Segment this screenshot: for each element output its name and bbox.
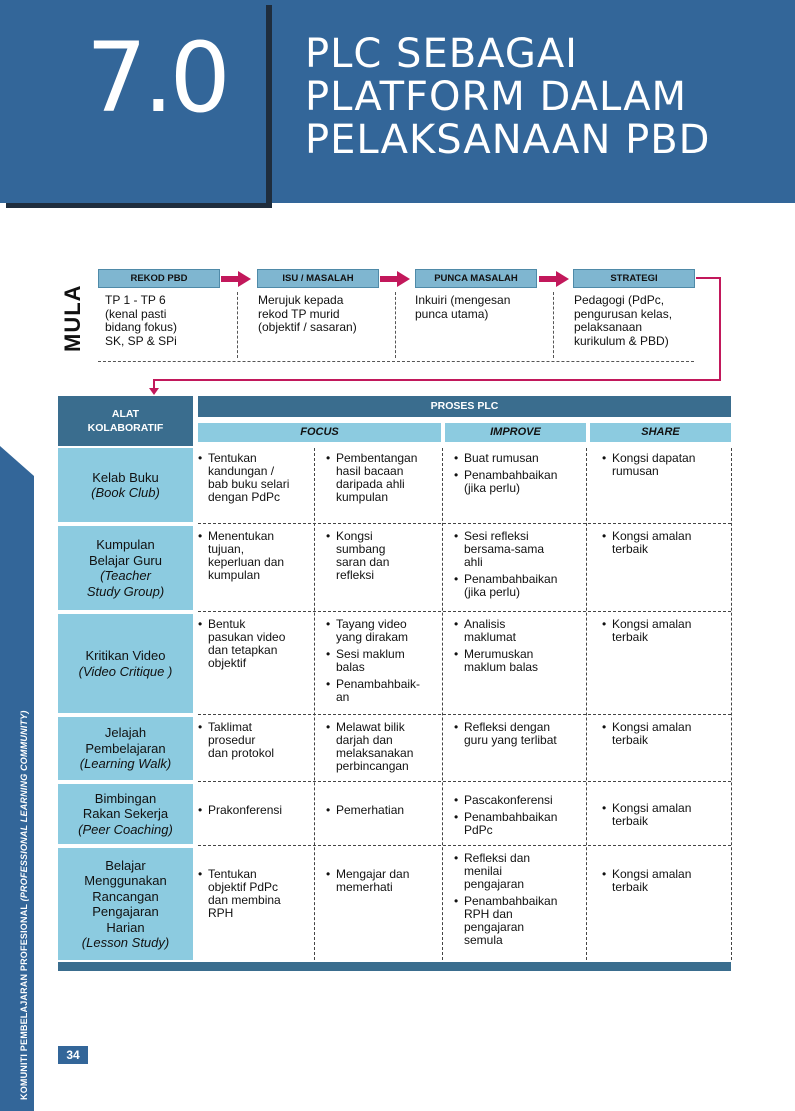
side-running-title [19, 710, 29, 1100]
share-header: SHARE [590, 423, 731, 442]
divider [237, 292, 238, 358]
page-title [305, 33, 785, 162]
cell-text: • Pembentangan [336, 451, 418, 465]
cell-text: • Penambahbaikan [464, 894, 558, 908]
step-text: pengurusan kelas, [574, 306, 673, 321]
table-cell-improve [454, 721, 584, 747]
table-cell-improve [454, 618, 584, 674]
cell-text: • Melawat bilik [336, 720, 405, 734]
label-text: Menggunakan [84, 873, 167, 888]
label-italic: (Learning Walk) [79, 756, 172, 772]
cell-text: PdPc [464, 823, 493, 837]
table-cell-focus2 [326, 804, 440, 817]
step-text: Merujuk kepada [258, 293, 344, 307]
list-item [198, 618, 312, 670]
cell-text: maklumat [464, 630, 517, 644]
header-text: ALAT [111, 408, 140, 420]
cell-text: • Bentuk [208, 617, 246, 631]
cell-text: RPH dan [464, 907, 513, 921]
cell-text: dengan PdPc [208, 490, 281, 504]
improve-header: IMPROVE [445, 423, 586, 442]
table-cell-share [602, 618, 730, 644]
table-footer-bar [58, 962, 731, 971]
step-rekod-pbd-title: REKOD PBD [98, 269, 220, 288]
cell-text: • Sesi refleksi [464, 529, 529, 543]
table-cell-focus2 [326, 618, 440, 704]
cell-text: • Kongsi amalan [612, 867, 692, 881]
label-text: Kritikan Video [85, 648, 166, 663]
label-text: Pembelajaran [85, 740, 166, 756]
cell-text: pasukan video [208, 630, 286, 644]
cell-text: • Kongsi dapatan [612, 451, 696, 465]
cell-text: • Sesi maklum [336, 647, 405, 661]
cell-text: prosedur [208, 733, 256, 747]
row-divider [198, 523, 731, 524]
list-item [326, 648, 440, 674]
table-cell-focus2 [326, 530, 440, 582]
cell-text: terbaik [612, 880, 649, 894]
cell-text: daripada ahli [336, 477, 405, 491]
label-text: Rancangan [92, 888, 159, 904]
table-cell-focus1 [198, 618, 312, 670]
label-text: Belajar [105, 857, 146, 873]
list-item [326, 618, 440, 644]
table-cell-improve [454, 452, 584, 495]
cell-text: dan protokol [208, 746, 275, 760]
cell-text: (jika perlu) [464, 481, 521, 495]
cell-text: kandungan / [208, 464, 275, 478]
list-item [454, 648, 584, 674]
row-divider [198, 714, 731, 715]
label-italic: (Peer Coaching) [78, 821, 173, 837]
table-cell-focus2 [326, 452, 440, 504]
step-isu-masalah-body [258, 294, 357, 335]
label-text: Kelab Buku [92, 469, 159, 485]
row-divider [198, 781, 731, 782]
cell-text: • Prakonferensi [208, 803, 283, 817]
cell-text: saran dan [336, 555, 390, 569]
cell-text: refleksi [336, 568, 375, 582]
cell-text: balas [336, 660, 365, 674]
label-text: Bimbingan [94, 790, 157, 806]
cell-text: • Penambahbaikan [464, 810, 558, 824]
cell-text: • Tayang video [336, 617, 407, 631]
row-divider [198, 611, 731, 612]
table-cell-focus1 [198, 721, 312, 760]
table-cell-focus1 [198, 530, 312, 582]
list-item [454, 452, 584, 465]
cell-text: • Kongsi amalan [612, 529, 692, 543]
divider [395, 292, 396, 358]
step-text: rekod TP murid [258, 306, 340, 321]
cell-text: memerhati [336, 880, 393, 894]
label-italic: (Teacher [100, 568, 151, 583]
list-item [454, 721, 584, 747]
step-rekod-pbd-body [105, 294, 177, 348]
list-item [326, 721, 440, 773]
column-divider [731, 448, 732, 960]
step-isu-masalah-title: ISU / MASALAH [257, 269, 379, 288]
title-line: PELAKSANAAN PBD [305, 117, 711, 163]
step-text: Inkuiri (mengesan [415, 293, 511, 307]
cell-text: pengajaran [464, 920, 525, 934]
cell-text: perbincangan [336, 759, 409, 773]
list-item [198, 804, 312, 817]
cell-text: • Pascakonferensi [464, 793, 553, 807]
cell-text: • Taklimat [208, 720, 253, 734]
row-label-peer-coaching [58, 784, 193, 844]
cell-text: keperluan dan [208, 555, 285, 569]
label-text: Jelajah [104, 725, 147, 741]
process-header: PROSES PLC [198, 396, 731, 417]
row-label-learning-walk [58, 717, 193, 780]
cell-text: • Penambahbaikan [464, 468, 558, 482]
cell-text: RPH [208, 906, 234, 920]
label-text: Harian [106, 919, 145, 935]
cell-text: • Kongsi amalan [612, 801, 692, 815]
cell-text: • Menentukan [208, 529, 275, 543]
row-label-teacher-study-group [58, 526, 193, 610]
list-item [602, 802, 730, 828]
cell-text: tujuan, [208, 542, 245, 556]
list-item [602, 721, 730, 747]
list-item [198, 868, 312, 920]
step-text: pelaksanaan [574, 320, 643, 334]
cell-text: sumbang [336, 542, 386, 556]
label-italic: (Video Critique ) [78, 663, 173, 679]
list-item [602, 530, 730, 556]
label-text: Belajar Guru [89, 552, 162, 568]
list-item [602, 452, 730, 478]
list-item [198, 530, 312, 582]
step-text: (objektif / sasaran) [258, 320, 357, 334]
tool-header [58, 396, 193, 446]
cell-text: kumpulan [208, 568, 261, 582]
list-item [326, 452, 440, 504]
page-number: 34 [58, 1046, 88, 1064]
cell-text: • Mengajar dan [336, 867, 410, 881]
row-label-book-club [58, 448, 193, 522]
list-item [326, 530, 440, 582]
cell-text: hasil bacaan [336, 464, 404, 478]
label-text: Pengajaran [92, 904, 159, 919]
cell-text: • Refleksi dengan [464, 720, 551, 734]
list-item [454, 895, 584, 947]
cell-text: an [336, 690, 350, 704]
row-label-lesson-study [58, 848, 193, 960]
list-item [326, 678, 440, 704]
cell-text: menilai [464, 864, 503, 878]
side-title-italic: (PROFESSIONAL LEARNING COMMUNITY) [19, 710, 29, 902]
step-text: punca utama) [415, 306, 489, 321]
table-cell-share [602, 802, 730, 828]
cell-text: yang dirakam [336, 630, 409, 644]
label-italic: Study Group) [86, 583, 165, 599]
step-text: (kenal pasti [105, 306, 167, 321]
cell-text: terbaik [612, 542, 649, 556]
cell-text: • Pemerhatian [336, 803, 405, 817]
table-cell-improve [454, 794, 584, 837]
cell-text: (jika perlu) [464, 585, 521, 599]
list-item [454, 573, 584, 599]
cell-text: • Analisis [464, 617, 506, 631]
cell-text: • Penambahbaikan [464, 572, 558, 586]
cell-text: • Tentukan [208, 451, 257, 465]
step-text: bidang fokus) [105, 320, 178, 334]
cell-text: • Kongsi [336, 529, 373, 543]
table-cell-focus1 [198, 452, 312, 504]
cell-text: • Buat rumusan [464, 451, 539, 465]
cell-text: darjah dan [336, 733, 393, 747]
list-item [454, 811, 584, 837]
list-item [454, 530, 584, 569]
label-italic: (Lesson Study) [81, 935, 170, 950]
list-item [198, 452, 312, 504]
list-item [326, 868, 440, 894]
title-line: PLC SEBAGAI [305, 31, 578, 77]
label-text: Kumpulan [96, 537, 155, 552]
column-divider [314, 448, 315, 960]
cell-text: objektif PdPc [208, 880, 279, 894]
table-cell-focus1 [198, 868, 312, 920]
cell-text: • Refleksi dan [464, 851, 531, 865]
table-cell-share [602, 721, 730, 747]
side-title-text: KOMUNITI PEMBELAJARAN PROFESIONAL [19, 904, 29, 1100]
cell-text: • Tentukan [208, 867, 257, 881]
cell-text: • Kongsi amalan [612, 720, 692, 734]
cell-text: • Penambahbaik- [336, 677, 421, 691]
cell-text: terbaik [612, 630, 649, 644]
table-cell-improve [454, 530, 584, 599]
cell-text: kumpulan [336, 490, 389, 504]
table-cell-share [602, 868, 730, 894]
list-item [602, 618, 730, 644]
step-text: Pedagogi (PdPc, [574, 293, 665, 307]
step-strategi-body [574, 294, 672, 348]
list-item [454, 852, 584, 891]
cell-text: objektif [208, 656, 247, 670]
column-divider [442, 448, 443, 960]
cell-text: ahli [464, 555, 483, 569]
cell-text: maklum balas [464, 660, 539, 674]
cell-text: terbaik [612, 814, 649, 828]
chapter-number: 7.0 [86, 22, 227, 134]
cell-text: melaksanakan [336, 746, 414, 760]
table-cell-share [602, 452, 730, 478]
step-text: kurikulum & PBD) [574, 333, 669, 348]
divider [98, 361, 694, 362]
title-line: PLATFORM DALAM [305, 74, 688, 120]
step-text: SK, SP & SPi [105, 333, 177, 348]
list-item [326, 804, 440, 817]
cell-text: dan membina [208, 893, 281, 907]
cell-text: dan tetapkan [208, 643, 278, 657]
table-cell-focus1 [198, 804, 312, 817]
step-strategi-title: STRATEGI [573, 269, 695, 288]
divider [553, 292, 554, 358]
list-item [454, 618, 584, 644]
step-text: TP 1 - TP 6 [105, 293, 166, 307]
list-item [602, 868, 730, 894]
list-item [454, 469, 584, 495]
table-cell-focus2 [326, 868, 440, 894]
cell-text: bersama-sama [464, 542, 545, 556]
step-punca-masalah-body [415, 294, 510, 321]
label-text: Rakan Sekerja [82, 806, 169, 822]
column-divider [586, 448, 587, 960]
step-punca-masalah-title: PUNCA MASALAH [415, 269, 537, 288]
row-divider [198, 845, 731, 846]
table-cell-share [602, 530, 730, 556]
row-label-video-critique [58, 614, 193, 713]
table-cell-focus2 [326, 721, 440, 773]
cell-text: bab buku selari [208, 477, 290, 491]
cell-text: • Merumuskan [464, 647, 534, 661]
cell-text: rumusan [612, 464, 659, 478]
cell-text: semula [464, 933, 503, 947]
list-item [198, 721, 312, 760]
list-item [454, 794, 584, 807]
header-text: KOLABORATIF [87, 422, 164, 434]
focus-header: FOCUS [198, 423, 441, 442]
cell-text: terbaik [612, 733, 649, 747]
start-label: MULA [60, 284, 85, 352]
cell-text: pengajaran [464, 877, 525, 891]
cell-text: • Kongsi amalan [612, 617, 692, 631]
label-italic: (Book Club) [91, 485, 160, 500]
cell-text: guru yang terlibat [464, 733, 557, 747]
table-cell-improve [454, 852, 584, 947]
